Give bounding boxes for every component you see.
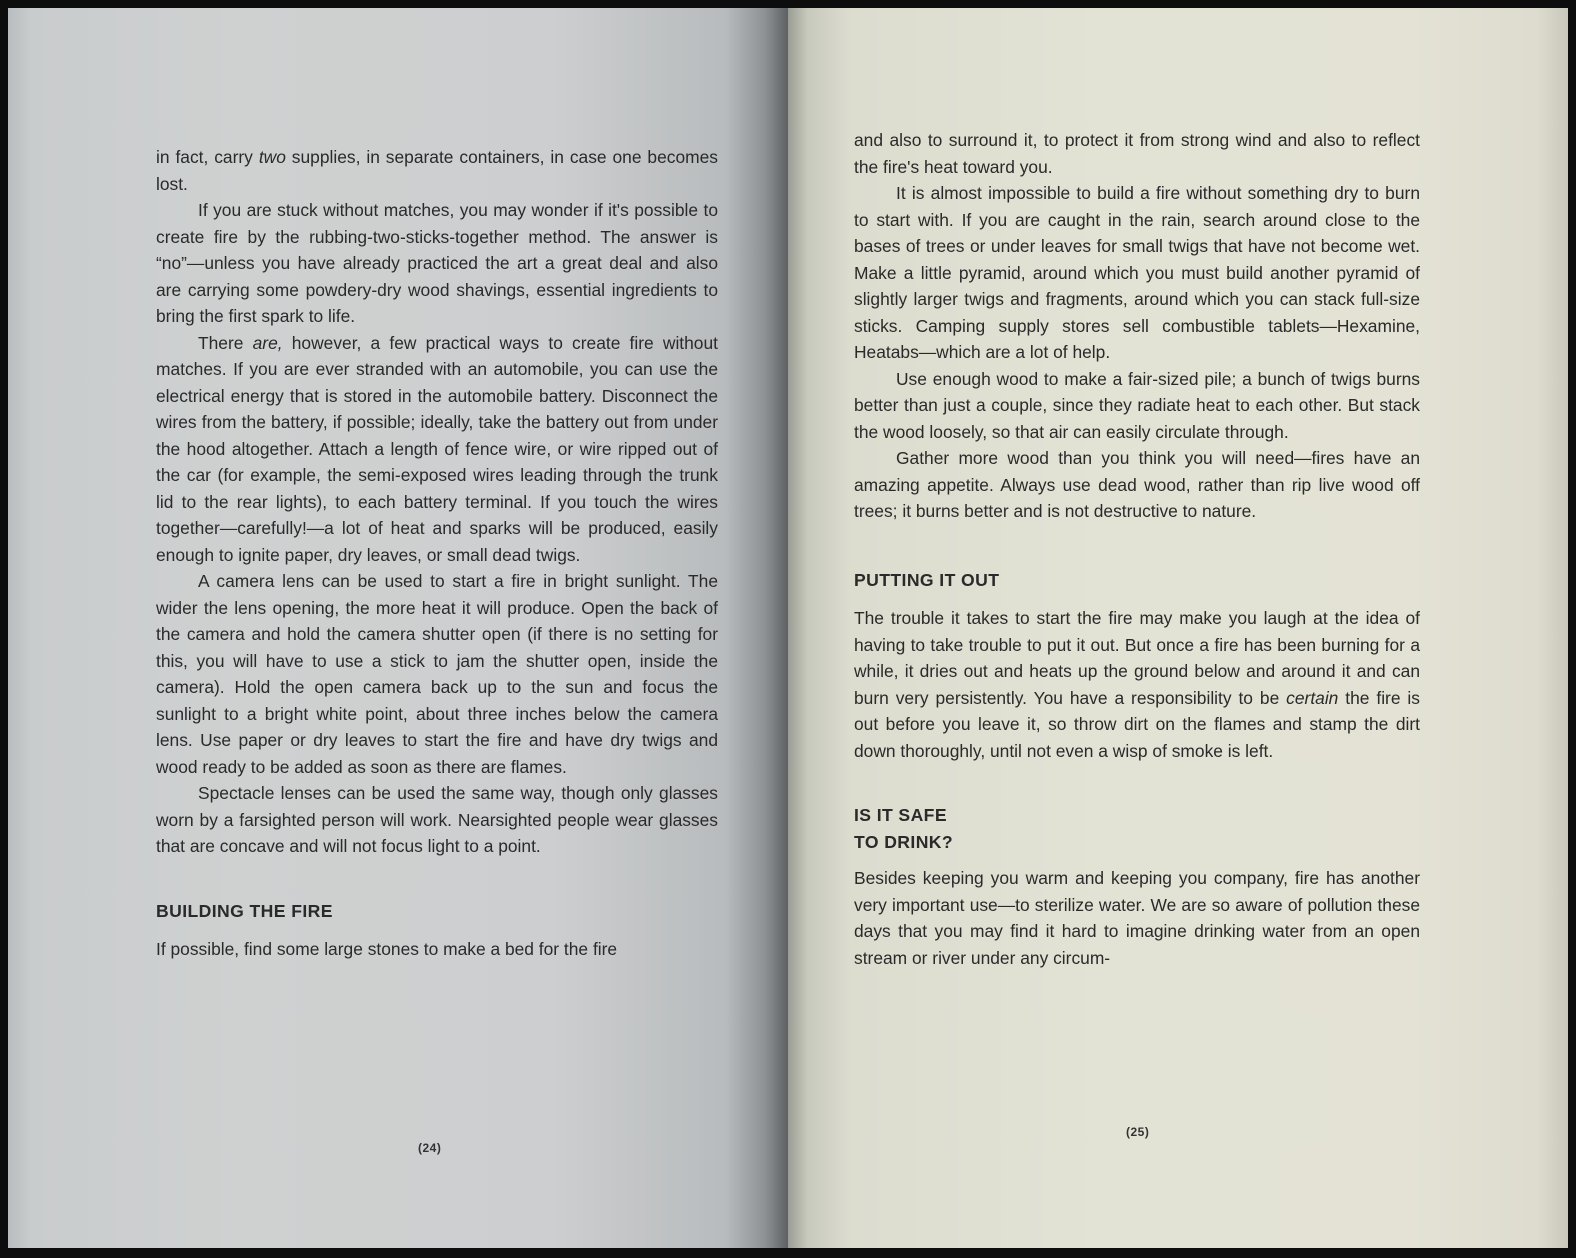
- right-page-body: [854, 127, 1420, 971]
- paragraph-sterilize-water: Besides keeping you warm and keeping you company, fire has another very important use—to sterilize water. We are so aware of pollution these days that you may find it hard to imagine drinking water from an open stream or river under any circum-: [854, 868, 1420, 968]
- paragraph-spectacle-lenses: Spectacle lenses can be used the same way, though only glasses worn by a farsighted person will work. Nearsighted people wear glasses that are concave and will not focus light to a point.: [156, 783, 718, 856]
- left-page-body: [156, 144, 718, 963]
- page-number-right: (25): [1126, 1125, 1150, 1139]
- paragraph-dry-to-burn: It is almost impossible to build a fire without something dry to burn to start with. If you are caught in the rain, search around close to the bases of trees or under leaves for small twigs that have not become wet. Make a little pyramid, around which you must build another pyramid of slightly larger twigs and fragments, around which you can stack full-size sticks. Camping supply stores sell combustible tablets—Hexamine, Heatabs—which are a lot of help.: [854, 183, 1420, 362]
- paragraph-surround-it: and also to surround it, to protect it from strong wind and also to reflect the fire's heat toward you.: [854, 130, 1420, 177]
- paragraph-two-supplies: in fact, carry two supplies, in separate containers, in case one becomes lost.: [156, 147, 719, 194]
- paragraph-camera-lens: A camera lens can be used to start a fire in bright sunlight. The wider the lens opening, the more heat it will produce. Open the back of the camera and hold the camera shutter open (if there is no setting for this, you will have to use a stick to jam the shutter open, inside the camera). Hold the open camera back up to the sun and focus the sunlight to a bright white point, about three inches below the camera lens. Use paper or dry leaves to start the fire and have dry twigs and wood ready to be added as soon as there are flames.: [156, 571, 718, 777]
- heading-putting-it-out: PUTTING IT OUT: [854, 569, 1000, 590]
- paragraph-car-battery: There are, however, a few practical ways to create fire without matches. If you are ever stranded with an automobile, you can use the electrical energy that is stored in the automobile battery. Disconnect the wires from the battery, if possible; ideally, take the battery out from under the hood altogether. Attach a length of fence wire, or wire ripped out of the car (for example, the semi-exposed wires leading through the trunk lid to the rear lights), to each battery terminal. If you touch the wires together—carefully!—a lot of heat and sparks will be produced, easily enough to ignite paper, dry leaves, or small dead twigs.: [156, 332, 718, 565]
- paragraph-enough-wood: Use enough wood to make a fair-sized pile; a bunch of twigs burns better than just a couple, since they radiate heat to each other. But stack the wood loosely, so that air can easily circulate through.: [854, 368, 1420, 442]
- paragraph-large-stones: If possible, find some large stones to make a bed for the fire: [156, 939, 618, 959]
- paragraph-gather-wood: Gather more wood than you think you will need—fires have an amazing appetite. Always use dead wood, rather than rip live wood off trees; it burns better and is not destructive to nature.: [854, 448, 1420, 521]
- paragraph-rubbing-sticks: If you are stuck without matches, you may wonder if it's possible to create fire by the rubbing-two-sticks-together method. The answer is “no”—unless you have already practiced the art a great deal and also are carrying some powdery-dry wood shavings, essential ingredients to bring the first spark to life.: [156, 200, 718, 326]
- page-number-left: (24): [418, 1141, 442, 1155]
- left-page: [8, 8, 788, 1248]
- right-page: [788, 8, 1568, 1248]
- heading-building-the-fire: BUILDING THE FIRE: [156, 900, 333, 921]
- paragraph-put-it-out: The trouble it takes to start the fire may make you laugh at the idea of having to take trouble to put it out. But once a fire has been burning for a while, it dries out and heats up the ground below and around it and can burn very persistently. You have a responsibility to be certain the fire is out before you leave it, so throw dirt on the flames and stamp the dirt down thoroughly, until not even a wisp of smoke is left.: [854, 608, 1420, 761]
- book-spread: [8, 8, 1568, 1248]
- heading-is-it-safe-to-drink: IS IT SAFE TO DRINK?: [854, 805, 954, 852]
